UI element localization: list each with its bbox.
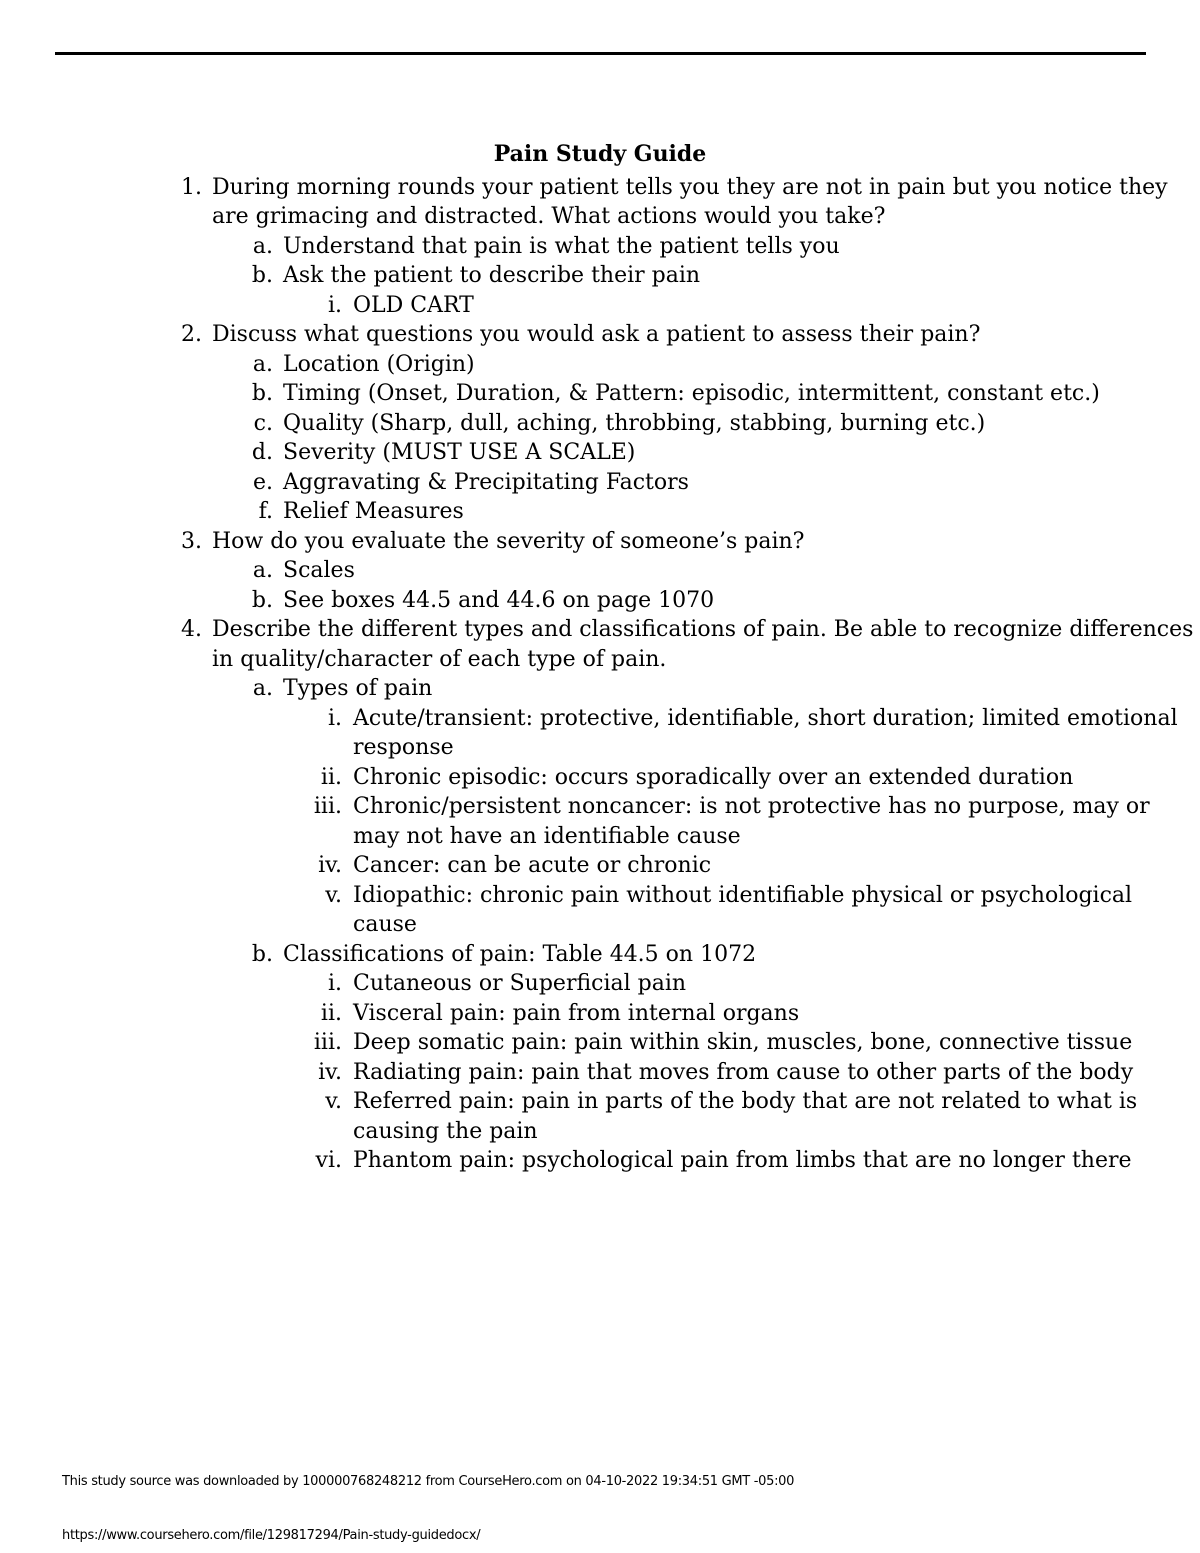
download-note: This study source was downloaded by 100000768248212 from CourseHero.com on 04-10-2022 19:34:51 GMT -05:00 <box>62 1474 795 1489</box>
answer-text: Relief Measures <box>283 499 464 524</box>
sub-answer-item <box>0 291 1200 321</box>
answer-marker: b. <box>251 941 273 967</box>
page-title: Pain Study Guide <box>493 141 707 167</box>
answer-item <box>0 438 1200 468</box>
answer-item <box>0 940 1200 970</box>
question-marker: 1. <box>181 174 202 200</box>
sub-answer-marker: vi. <box>315 1148 342 1173</box>
answer-marker: e. <box>252 469 273 495</box>
sub-answer-marker: iii. <box>313 1030 342 1055</box>
document-body <box>0 140 1200 1176</box>
answer-text: Scales <box>283 558 355 583</box>
answer-item <box>0 468 1200 498</box>
question-text: Discuss what questions you would ask a patient to assess their pain? <box>212 322 981 347</box>
sub-answer-marker: i. <box>327 705 342 731</box>
sub-answer-text: Referred pain: pain in parts of the body that are not related to what is causing the pain <box>353 1089 1138 1144</box>
question-text: How do you evaluate the severity of someone’s pain? <box>212 528 805 554</box>
answer-text: Quality (Sharp, dull, aching, throbbing, stabbing, burning etc.) <box>283 410 986 436</box>
answer-item <box>0 497 1200 527</box>
sub-answer-marker: ii. <box>320 1000 342 1026</box>
question-1 <box>0 173 1200 232</box>
sub-answer-marker: v. <box>325 882 342 908</box>
answer-text: Location (Origin) <box>283 351 475 377</box>
answer-marker: c. <box>253 410 273 436</box>
pain-type-item <box>0 881 1200 940</box>
sub-answer-text: Radiating pain: pain that moves from cause to other parts of the body <box>353 1059 1134 1085</box>
question-text: Describe the different types and classifications of pain. Be able to recognize differences in quality/character of each type of pain. <box>212 617 1194 672</box>
pain-classification-item <box>0 1087 1200 1146</box>
sub-answer-marker: i. <box>327 971 342 996</box>
answer-text: Classifications of pain: Table 44.5 on 1072 <box>283 941 757 967</box>
answer-item <box>0 261 1200 291</box>
answer-item <box>0 350 1200 380</box>
sub-answer-marker: v. <box>325 1089 342 1114</box>
sub-answer-text: Chronic episodic: occurs sporadically over an extended duration <box>353 764 1074 790</box>
question-marker: 3. <box>181 528 202 554</box>
pain-type-item <box>0 704 1200 763</box>
answer-marker: a. <box>252 233 273 259</box>
sub-answer-text: Cutaneous or Superficial pain <box>353 971 687 996</box>
answer-text: Timing (Onset, Duration, & Pattern: episodic, intermittent, constant etc.) <box>283 381 1100 406</box>
sub-answer-text: Deep somatic pain: pain within skin, muscles, bone, connective tissue <box>353 1030 1133 1055</box>
sub-answer-marker: ii. <box>320 764 342 790</box>
answer-text: Understand that pain is what the patient tells you <box>283 233 840 259</box>
answer-text: Types of pain <box>283 676 433 701</box>
question-marker: 2. <box>181 322 202 347</box>
answer-item <box>0 409 1200 439</box>
pain-classification-item <box>0 999 1200 1029</box>
sub-answer-text: Acute/transient: protective, identifiable, short duration; limited emotional response <box>353 705 1178 760</box>
pain-classification-item <box>0 1028 1200 1058</box>
answer-item <box>0 586 1200 616</box>
answer-marker: a. <box>252 351 273 377</box>
sub-answer-text: Visceral pain: pain from internal organs <box>353 1000 800 1026</box>
pain-classification-item <box>0 1058 1200 1088</box>
sub-answer-marker: iv. <box>318 853 342 878</box>
answer-item <box>0 674 1200 704</box>
pain-type-item <box>0 851 1200 881</box>
answer-text: Severity (MUST USE A SCALE) <box>283 440 636 465</box>
question-4 <box>0 615 1200 674</box>
answer-marker: b. <box>251 587 273 613</box>
answer-item <box>0 232 1200 262</box>
answer-text: Ask the patient to describe their pain <box>283 263 701 288</box>
sub-answer-text: Idiopathic: chronic pain without identifiable physical or psychological cause <box>353 882 1133 937</box>
answer-marker: f. <box>258 499 273 524</box>
source-url-link[interactable]: https://www.coursehero.com/file/129817294/Pain-study-guidedocx/ <box>62 1528 481 1543</box>
answer-item <box>0 556 1200 586</box>
question-3 <box>0 527 1200 557</box>
pain-classification-item <box>0 969 1200 999</box>
pain-type-item <box>0 792 1200 851</box>
pain-type-item <box>0 763 1200 793</box>
sub-answer-text: Cancer: can be acute or chronic <box>353 853 712 878</box>
sub-answer-text: Phantom pain: psychological pain from limbs that are no longer there <box>353 1148 1132 1173</box>
header-rule <box>55 52 1146 55</box>
answer-marker: b. <box>251 263 273 288</box>
answer-item <box>0 379 1200 409</box>
answer-text: See boxes 44.5 and 44.6 on page 1070 <box>283 587 715 613</box>
pain-classification-item <box>0 1146 1200 1176</box>
answer-marker: a. <box>252 676 273 701</box>
question-text: During morning rounds your patient tells you they are not in pain but you notice they are grimacing and distracted. What actions would you take? <box>212 174 1168 229</box>
question-2 <box>0 320 1200 350</box>
sub-answer-marker: iv. <box>318 1059 342 1085</box>
answer-marker: d. <box>251 440 273 465</box>
answer-text: Aggravating & Precipitating Factors <box>283 469 689 495</box>
question-marker: 4. <box>181 617 202 642</box>
sub-answer-text: Chronic/persistent noncancer: is not protective has no purpose, may or may not have an identifiable cause <box>353 794 1150 849</box>
answer-marker: a. <box>252 558 273 583</box>
answer-marker: b. <box>251 381 273 406</box>
sub-answer-marker: iii. <box>313 794 342 819</box>
sub-answer-text: OLD CART <box>353 292 474 318</box>
sub-answer-marker: i. <box>327 292 342 318</box>
